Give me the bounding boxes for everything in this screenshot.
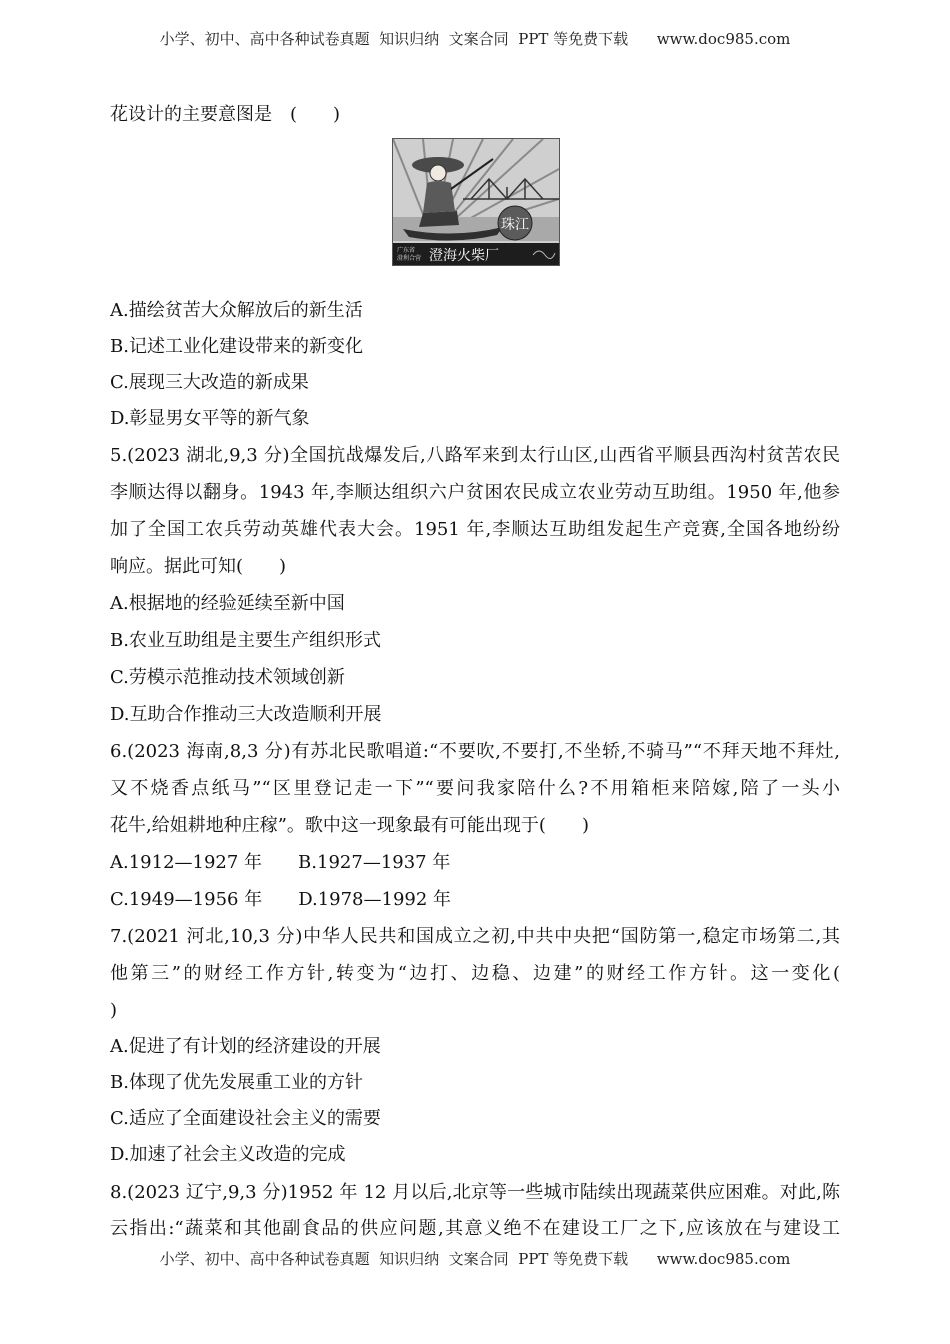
- q5-stem-line-3: 加了全国工农兵劳动英雄代表大会。1951 年,李顺达互助组发起生产竞赛,全国各地纷纷: [110, 519, 840, 540]
- label-factory-name: 澄海火柴厂: [429, 248, 499, 264]
- q6-stem-line-2: 又不烧香点纸马”“区里登记走一下”“要问我家陪什么?不用箱柜来陪嫁,陪了一头小: [110, 778, 840, 799]
- q8-stem-line-2: 云指出:“蔬菜和其他副食品的供应问题,其意义绝不在建设工厂之下,应该放在与建设工: [110, 1218, 840, 1239]
- matchbox-label-image: [392, 138, 560, 266]
- q5-option-c: C.劳模示范推动技术领域创新: [110, 667, 345, 688]
- q4-option-a: A.描绘贫苦大众解放后的新生活: [110, 300, 363, 321]
- q7-option-b: B.体现了优先发展重工业的方针: [110, 1072, 363, 1093]
- q5-option-b: B.农业互助组是主要生产组织形式: [110, 630, 381, 651]
- q5-stem-line-2: 李顺达得以翻身。1943 年,李顺达组织六户贫困农民成立农业劳动互助组。1950 年,他参: [110, 482, 840, 503]
- label-small-2: 澄利合营: [397, 255, 422, 262]
- q6-stem-line-3: 花牛,给姐耕地种庄稼”。歌中这一现象最有可能出现于( ): [110, 815, 589, 836]
- q7-option-a: A.促进了有计划的经济建设的开展: [110, 1036, 381, 1057]
- q5-stem-line-4: 响应。据此可知( ): [110, 556, 287, 577]
- q6-stem-line-1: 6.(2023 海南,8,3 分)有苏北民歌唱道:“不要吹,不要打,不坐轿,不骑马”“不拜天地不拜灶,: [110, 741, 840, 762]
- page-footer: 小学、初中、高中各种试卷真题 知识归纳 文案合同 PPT 等免费下载 www.doc985.com: [159, 1250, 791, 1268]
- q7-option-c: C.适应了全面建设社会主义的需要: [110, 1108, 381, 1129]
- q5-stem-line-1: 5.(2023 湖北,9,3 分)全国抗战爆发后,八路军来到太行山区,山西省平顺县西沟村贫苦农民: [110, 445, 840, 466]
- q7-stem-line-3: ): [110, 1000, 118, 1021]
- q8-stem-line-1: 8.(2023 辽宁,9,3 分)1952 年 12 月以后,北京等一些城市陆续出现蔬菜供应困难。对此,陈: [110, 1182, 840, 1203]
- brand-text: 珠江: [501, 217, 529, 233]
- q4-option-d: D.彰显男女平等的新气象: [110, 408, 310, 429]
- q4-stem: 花设计的主要意图是 ( ): [110, 104, 341, 125]
- q4-option-b: B.记述工业化建设带来的新变化: [110, 336, 363, 357]
- q5-option-d: D.互助合作推动三大改造顺利开展: [110, 704, 382, 725]
- q6-options-row-1: A.1912—1927 年 B.1927—1937 年: [110, 852, 451, 873]
- q5-option-a: A.根据地的经验延续至新中国: [110, 593, 345, 614]
- label-small-1: 广东省: [397, 247, 416, 254]
- q6-options-row-2: C.1949—1956 年 D.1978—1992 年: [110, 889, 452, 910]
- page-header: 小学、初中、高中各种试卷真题 知识归纳 文案合同 PPT 等免费下载 www.doc985.com: [159, 30, 791, 48]
- q4-option-c: C.展现三大改造的新成果: [110, 372, 309, 393]
- q7-stem-line-1: 7.(2021 河北,10,3 分)中华人民共和国成立之初,中共中央把“国防第一,稳定市场第二,其: [110, 926, 840, 947]
- q7-option-d: D.加速了社会主义改造的完成: [110, 1144, 346, 1165]
- q7-stem-line-2: 他第三”的财经工作方针,转变为“边打、边稳、边建”的财经工作方针。这一变化(: [110, 963, 840, 984]
